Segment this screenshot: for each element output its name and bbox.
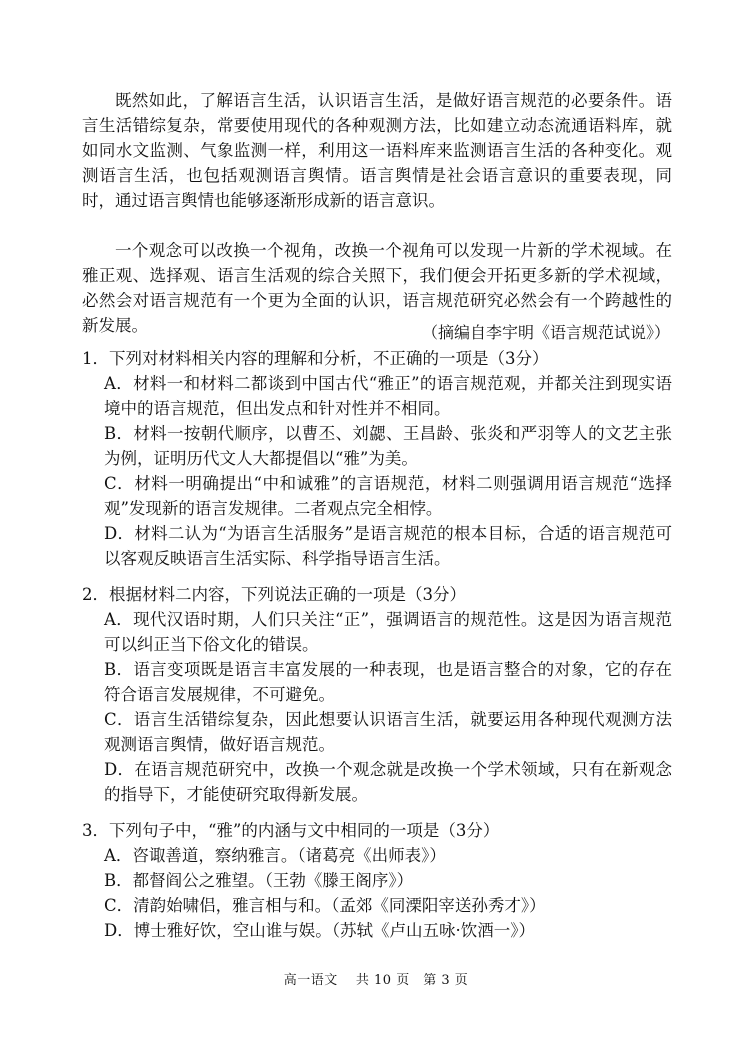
question-3-option-c: C．清韵始啸侣，雅言相与和。（孟郊《同溧阳宰送孙秀才》） — [104, 896, 546, 915]
question-1-option-a: A．材料一和材料二都谈到中国古代“雅正”的语言规范观，并都关注到现实语境中的语言规范，但出发点和针对性并不相同。 — [104, 374, 672, 418]
question-2-option-c: C．语言生活错综复杂，因此想要认识语言生活，就要运用各种现代观测方法观测语言舆情，做好语言规范。 — [104, 710, 672, 754]
question-3-option-b: B．都督阎公之雅望。（王勃《滕王阁序》） — [104, 871, 414, 890]
question-2-option-d: D．在语言规范研究中，改换一个观念就是改换一个学术领域，只有在新观念的指导下，才能使研究取得新发展。 — [104, 760, 672, 804]
question-1-stem: 1．下列对材料相关内容的理解和分析，不正确的一项是（3分） — [82, 349, 549, 368]
question-3-option-a: A．咨诹善道，察纳雅言。（诸葛亮《出师表》） — [104, 846, 446, 865]
passage-paragraph-2: 一个观念可以改换一个视角，改换一个视角可以发现一片新的学术视域。在雅正观、选择观、语言生活观的综合关照下，我们便会开拓更多新的学术视域，必然会对语言规范有一个更为全面的认识，语言规范研究必然会有一个跨越性的新发展。 — [82, 241, 672, 335]
question-3-option-d: D．博士雅好饮，空山谁与娱。（苏轼《卢山五咏·饮酒一》） — [104, 921, 535, 940]
question-3-stem: 3．下列句子中，“雅”的内涵与文中相同的一项是（3分） — [82, 821, 500, 840]
question-1-option-c: C．材料一明确提出“中和诚雅”的言语规范，材料二则强调用语言规范“选择观”发现新的语言发规律。二者观点完全相悖。 — [104, 474, 672, 518]
page-footer: 高一语文 共 10 页 第 3 页 — [283, 973, 469, 988]
question-1-option-b: B．材料一按朝代顺序，以曹丕、刘勰、王昌龄、张炎和严羽等人的文艺主张为例，证明历代文人大都提倡以“雅”为美。 — [104, 424, 672, 468]
question-2-option-a: A．现代汉语时期，人们只关注“正”，强调语言的规范性。这是因为语言规范可以纠正当下俗文化的错误。 — [104, 610, 672, 654]
question-2-option-b: B．语言变项既是语言丰富发展的一种表现，也是语言整合的对象，它的存在符合语言发展规律，不可避免。 — [104, 660, 672, 704]
passage-paragraph-1: 既然如此，了解语言生活，认识语言生活，是做好语言规范的必要条件。语言生活错综复杂，常要使用现代的各种观测方法，比如建立动态流通语料库，就如同水文监测、气象监测一样，利用这一语料库来监测语言生活的各种变化。观测语言生活，也包括观测语言舆情。语言舆情是社会语言意识的重要表现，同时，通过语言舆情也能够逐渐形成新的语言意识。 — [82, 91, 672, 210]
question-2-stem: 2．根据材料二内容，下列说法正确的一项是（3分） — [82, 585, 466, 604]
passage-source: （摘编自李宇明《语言规范试说》） — [421, 323, 670, 342]
question-1-option-d: D．材料二认为“为语言生活服务”是语言规范的根本目标，合适的语言规范可以客观反映语言生活实际、科学指导语言生活。 — [104, 524, 672, 568]
